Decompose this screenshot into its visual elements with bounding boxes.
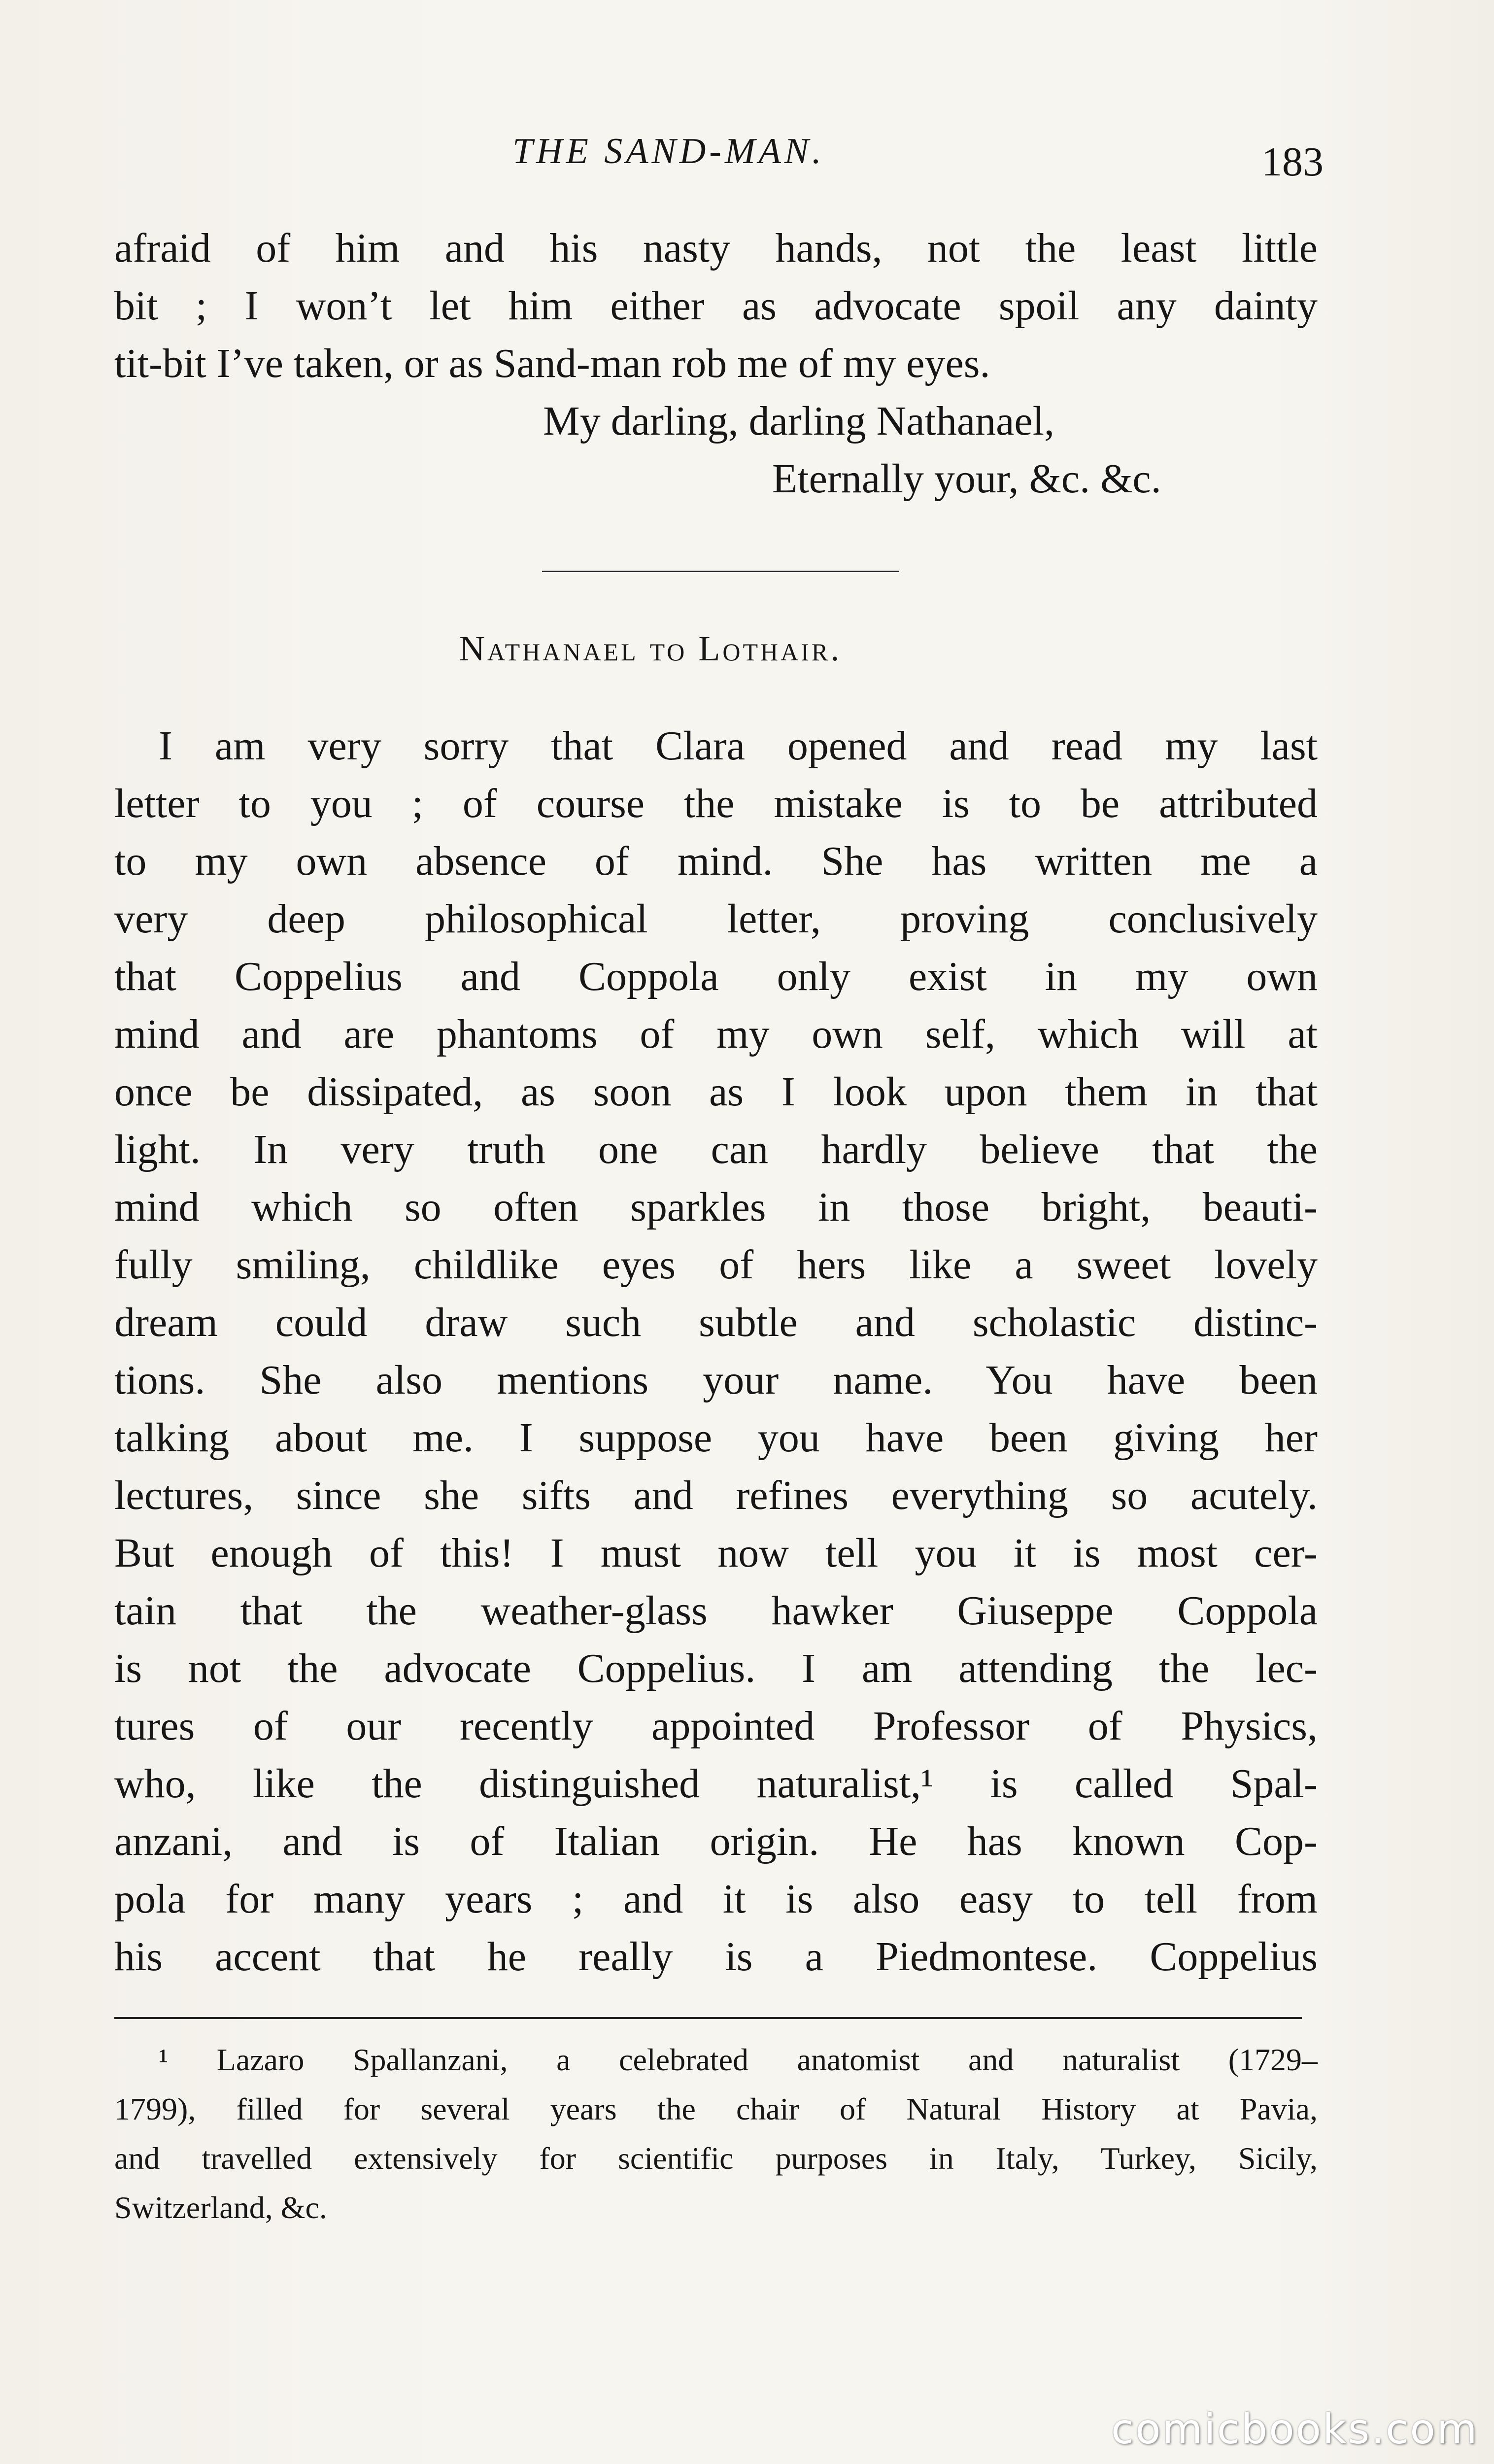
text-line: fully smiling, childlike eyes of hers like a sweet lovely	[114, 1242, 1318, 1288]
footnote-line: Switzerland, &c.	[114, 2190, 327, 2225]
section-heading-text: Nathanael to Lothair.	[459, 629, 842, 668]
text-line: light. In very truth one can hardly believe that the	[114, 1127, 1318, 1172]
text-line: tions. She also mentions your name. You have been	[114, 1357, 1318, 1403]
text-line: pola for many years ; and it is also easy to tell from	[114, 1876, 1318, 1922]
section-heading	[459, 628, 842, 669]
sign-off: Eternally your, &c. &c.	[772, 456, 1161, 502]
watermark: comicbooks.com	[1111, 2405, 1479, 2453]
text-line: who, like the distinguished naturalist,¹ is called Spal-	[114, 1761, 1318, 1807]
section-divider	[542, 571, 899, 572]
text-line: tit-bit I’ve taken, or as Sand-man rob me of my eyes.	[114, 341, 990, 386]
footnote-line: 1799), filled for several years the chair of Natural History at Pavia,	[114, 2091, 1318, 2126]
text-line: anzani, and is of Italian origin. He has known Cop-	[114, 1818, 1318, 1864]
letter-ending	[114, 219, 1318, 508]
text-line: letter to you ; of course the mistake is to be attributed	[114, 781, 1318, 826]
text-line: tures of our recently appointed Professor of Physics,	[114, 1703, 1318, 1749]
text-line: talking about me. I suppose you have been giving her	[114, 1415, 1318, 1461]
text-line: that Coppelius and Coppola only exist in my own	[114, 954, 1318, 999]
text-line: once be dissipated, as soon as I look upon them in that	[114, 1069, 1318, 1115]
text-line: lectures, since she sifts and refines everything so acutely.	[114, 1472, 1318, 1518]
running-title: THE SAND-MAN.	[512, 131, 825, 171]
text-line: I am very sorry that Clara opened and read my last	[159, 723, 1318, 769]
text-line: But enough of this! I must now tell you it is most cer-	[114, 1530, 1318, 1576]
text-line: his accent that he really is a Piedmontese. Coppelius	[114, 1934, 1318, 1980]
letter-body	[114, 717, 1318, 1985]
footnote-rule	[114, 2017, 1302, 2019]
text-line: bit ; I won’t let him either as advocate spoil any dainty	[114, 283, 1318, 329]
footnote-line: ¹ Lazaro Spallanzani, a celebrated anatomist and naturalist (1729–	[159, 2042, 1318, 2077]
text-line: mind which so often sparkles in those bright, beauti-	[114, 1184, 1318, 1230]
footnote-line: and travelled extensively for scientific purposes in Italy, Turkey, Sicily,	[114, 2141, 1318, 2176]
text-line: to my own absence of mind. She has written me a	[114, 838, 1318, 884]
text-line: dream could draw such subtle and scholastic distinc-	[114, 1300, 1318, 1345]
text-line: tain that the weather-glass hawker Giuseppe Coppola	[114, 1588, 1318, 1634]
text-line: afraid of him and his nasty hands, not the least little	[114, 225, 1318, 271]
salutation: My darling, darling Nathanael,	[543, 398, 1055, 444]
text-line: is not the advocate Coppelius. I am attending the lec-	[114, 1645, 1318, 1691]
page-number: 183	[1261, 139, 1324, 185]
text-line: mind and are phantoms of my own self, which will at	[114, 1011, 1318, 1057]
text-line: very deep philosophical letter, proving conclusively	[114, 896, 1318, 942]
footnote	[114, 2035, 1318, 2232]
